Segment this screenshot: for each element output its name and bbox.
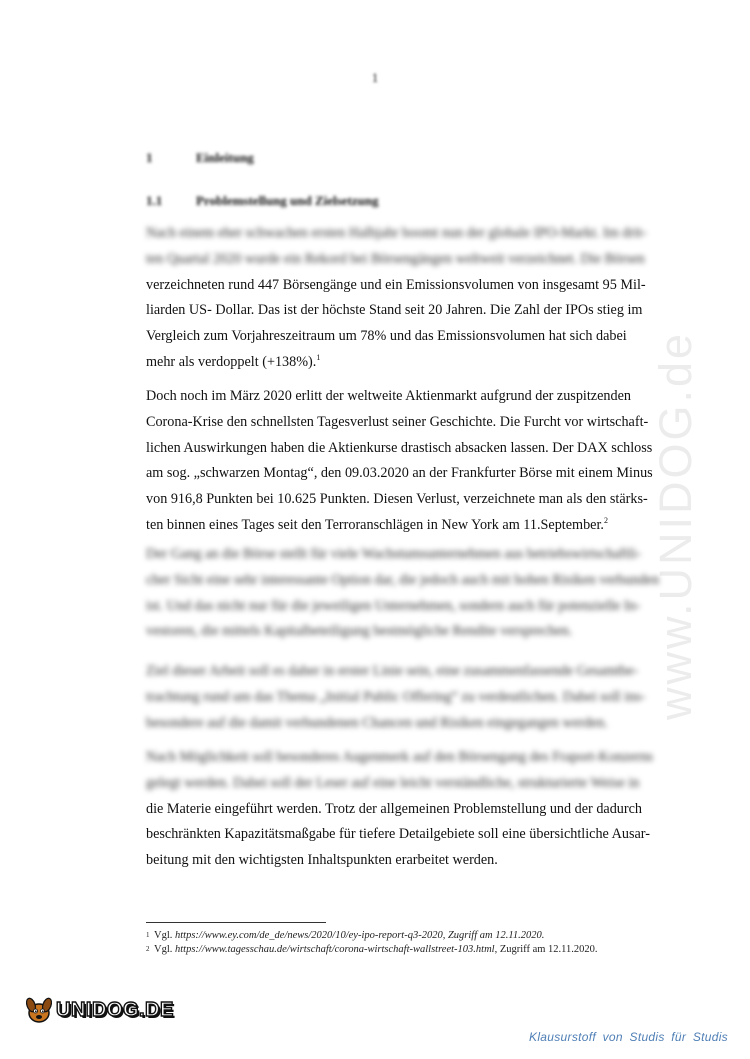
- chapter-heading: [146, 150, 254, 166]
- paragraph-2: [146, 384, 653, 539]
- text-line: Corona-Krise den schnellsten Tagesverlust seiner Geschichte. Die Furcht vor wirtschaft-: [146, 413, 649, 430]
- text-line: trachtung rund um das Thema „Initial Public Offering“ zu verdeutlichen. Dabei soll ins-: [146, 688, 646, 705]
- paragraph-4: [146, 659, 646, 736]
- text-line: Doch noch im März 2020 erlitt der weltweite Aktienmarkt aufgrund der zuspitzenden: [146, 388, 631, 404]
- slogan: Klausurstoff von Studis für Studis: [529, 1030, 728, 1044]
- footnote-divider: [146, 922, 326, 923]
- footnote: [146, 943, 606, 957]
- text-line: am sog. „schwarzen Montag“, den 09.03.2020 an der Frankfurter Börse mit einem Minus: [146, 465, 653, 482]
- text-line-content: ten binnen eines Tages seit den Terroranschlägen in New York am 11.September.: [146, 516, 604, 533]
- section-heading: [146, 193, 379, 209]
- text-line: vestoren, die mittels Kapitalbeteiligung bestmögliche Rendite versprechen.: [146, 623, 573, 640]
- footnote-suffix: , Zugriff am 12.11.2020.: [494, 943, 598, 955]
- chapter-title: Einleitung: [196, 150, 254, 165]
- footnote-prefix: Vgl.: [154, 943, 175, 955]
- footnote-text: [154, 929, 544, 943]
- text-line: cher Sicht eine sehr interessante Option dar, die jedoch auch mit hohen Risiken verbunden: [146, 571, 660, 588]
- footnote: [146, 929, 606, 943]
- text-line: beschränkten Kapazitätsmaßgabe für tiefere Detailgebiete soll eine übersichtliche Ausar-: [146, 826, 650, 843]
- logo-text: UNIDOG.DE: [56, 998, 174, 1021]
- watermark: www.UNIDOG.de: [650, 330, 701, 720]
- section-number: 1.1: [146, 193, 163, 208]
- footnote-ref-2: 2: [603, 515, 608, 525]
- text-line: die Materie eingeführt werden. Trotz der allgemeinen Problemstellung und der dadurch: [146, 800, 643, 817]
- text-line: verzeichneten rund 447 Börsengänge und ein Emissionsvolumen von insgesamt 95 Mil-: [146, 276, 646, 293]
- chapter-number: 1: [146, 150, 153, 165]
- text-line: besondere auf die damit verbundenen Chancen und Risiken eingegangen werden.: [146, 714, 608, 731]
- page-number: 1: [371, 70, 379, 85]
- footnote-mark: 2: [146, 944, 150, 953]
- footnote-source: https://www.tagesschau.de/wirtschaft/corona-wirtschaft-wallstreet-103.html: [175, 943, 495, 955]
- footnote-prefix: Vgl.: [154, 930, 175, 941]
- unidog-logo[interactable]: [24, 995, 174, 1025]
- text-line: Nach einem eher schwachen ersten Halbjahr boomt nun der globale IPO-Markt. Im drit-: [146, 225, 647, 241]
- text-line: Der Gang an die Börse stellt für viele Wachstumsunternehmen aus betriebswirtschaftli-: [146, 546, 642, 562]
- footnote-text: [154, 943, 598, 957]
- paragraph-3: [146, 542, 660, 645]
- text-line: von 916,8 Punkten bei 10.625 Punkten. Diesen Verlust, verzeichnete man als den stärks-: [146, 491, 648, 508]
- dog-icon: [24, 995, 54, 1025]
- text-line: Nach Möglichkeit soll besonderes Augenmerk auf den Börsengang des Fraport-Konzerns: [146, 749, 654, 765]
- text-line: ist. Und das nicht nur für die jeweiligen Unternehmen, sondern auch für potenzielle In-: [146, 597, 641, 614]
- text-line: Vergleich zum Vorjahreszeitraum um 78% und das Emissionsvolumen hat sich dabei: [146, 328, 627, 345]
- text-line: beitung mit den wichtigsten Inhaltspunkten erarbeitet werden.: [146, 852, 498, 869]
- footnote-mark: 1: [146, 931, 150, 939]
- text-line: liarden US- Dollar. Das ist der höchste Stand seit 20 Jahren. Die Zahl der IPOs stieg im: [146, 302, 643, 319]
- footnote-source: https://www.ey.com/de_de/news/2020/10/ey-ipo-report-q3-2020, Zugriff am 12.11.2020.: [175, 930, 545, 941]
- text-line: ten Quartal 2020 wurde ein Rekord bei Börsengängen weltweit verzeichnet. Die Börsen: [146, 250, 645, 267]
- text-line: [146, 513, 608, 539]
- text-line: lichen Auswirkungen haben die Aktienkurse drastisch absacken lassen. Der DAX schloss: [146, 439, 653, 456]
- footnote-ref-1: 1: [316, 352, 321, 362]
- text-line: gelegt werden. Dabei soll der Leser auf eine leicht verständliche, strukturierte Weise in: [146, 774, 640, 791]
- text-line: [146, 350, 595, 376]
- section-title: Problemstellung und Zielsetzung: [196, 193, 379, 208]
- paragraph-1: [146, 221, 647, 376]
- text-line-content: mehr als verdoppelt (+138%).: [146, 353, 317, 370]
- footnotes: [146, 929, 606, 956]
- paragraph-5: [146, 745, 654, 874]
- text-line: Ziel dieser Arbeit soll es daher in erster Linie sein, eine zusammenfassende Gesamtbe-: [146, 663, 639, 679]
